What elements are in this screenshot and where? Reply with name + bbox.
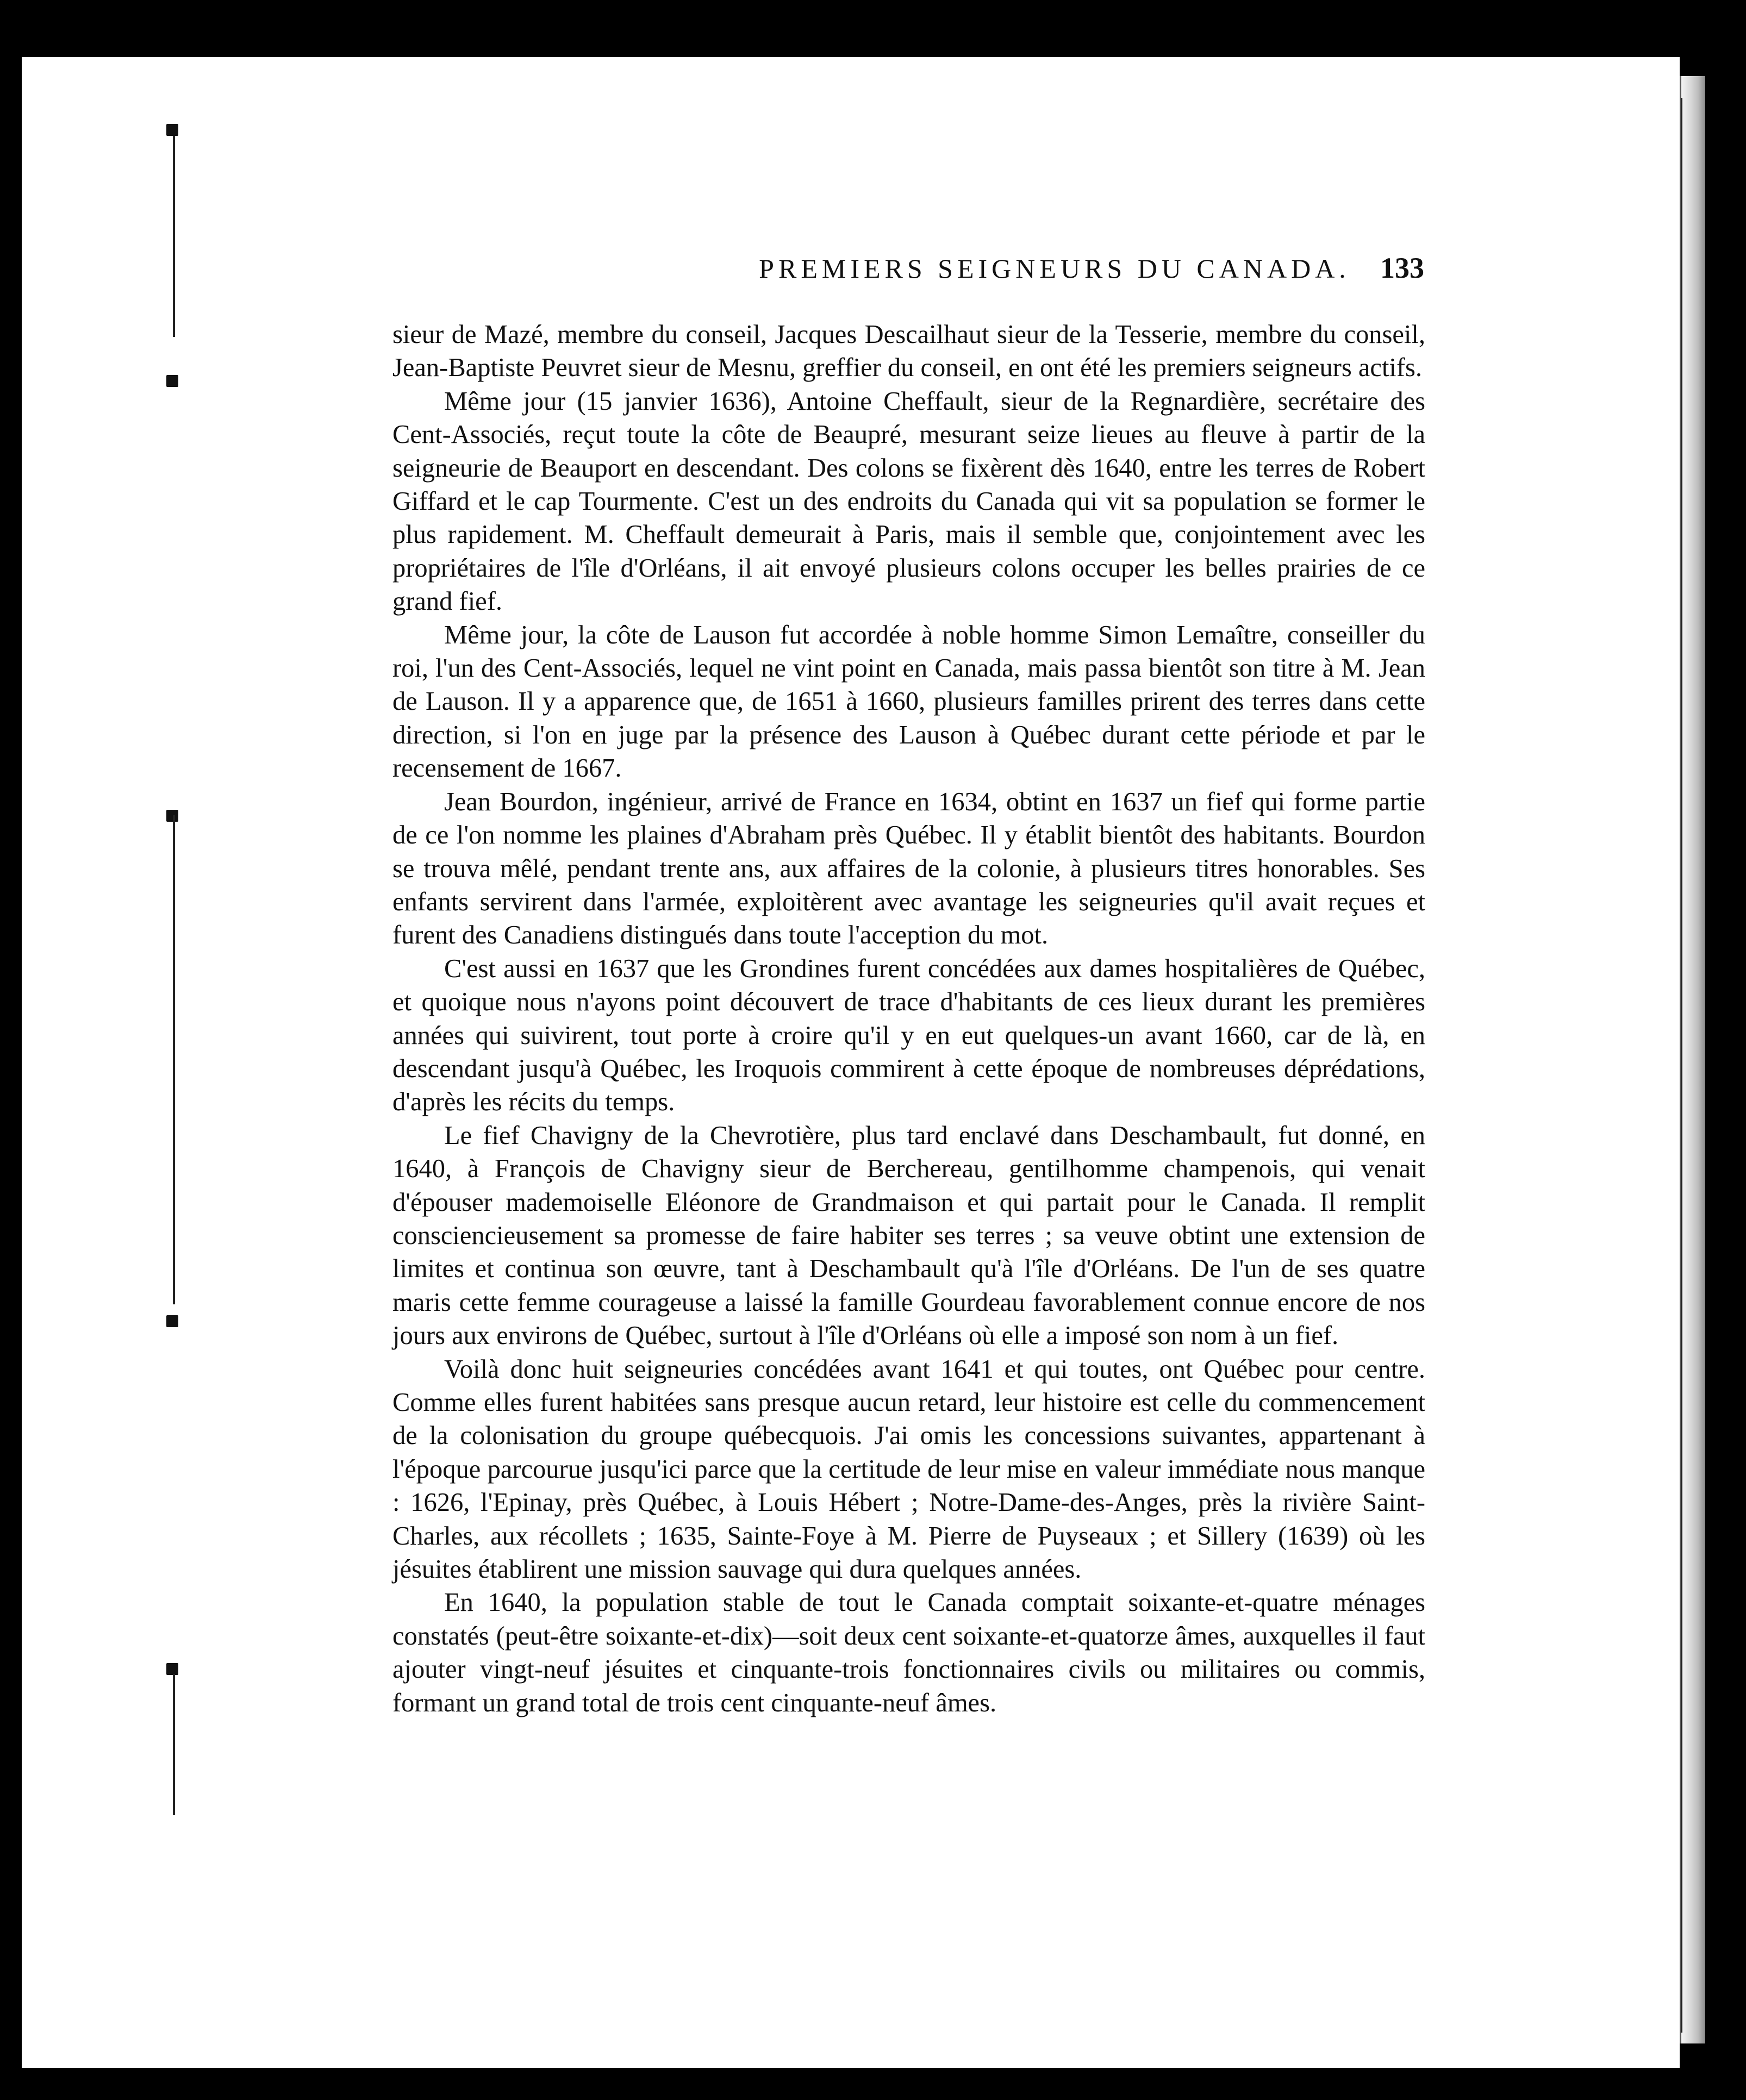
page-number: 133 (1380, 252, 1424, 284)
paragraph: Même jour, la côte de Lauson fut accordée à noble homme Simon Lemaître, conseiller du roi, l'un des Cent-Associés, lequel ne vint point en Canada, mais passa bientôt son titre à M. Jean de Lauson. Il y a apparence que, de 1651 à 1660, plusieurs familles prirent des terres dans cette direction, si l'on en juge par la présence des Lauson à Québec durant cette période et par le recensement de 1667. (392, 620, 1425, 783)
paragraph: C'est aussi en 1637 que les Grondines furent concédées aux dames hospitalières de Québec, et quoique nous n'ayons point découvert de trace d'habitants de ces lieux durant les premières années qui suivirent, tout porte à croire qu'il y en eut quelques-un avant 1660, car de là, en descendant jusqu'à Québec, les Iroquois commirent à cette époque de nombreuses déprédations, d'après les récits du temps. (392, 954, 1425, 1117)
running-head-title: PREMIERS SEIGNEURS DU CANADA. (759, 253, 1350, 284)
margin-rule-middle (173, 815, 175, 1304)
paragraph: Le fief Chavigny de la Chevrotière, plus tard enclavé dans Deschambault, fut donné, en 1640, à François de Chavigny sieur de Berchereau, gentilhomme champenois, qui venait d'épouser mademoiselle Eléonore de Grandmaison et qui partait pour le Canada. Il remplit consciencieusement sa promesse de faire habiter ses terres ; sa veuve obtint une extension de limites et continua son œuvre, tant à Deschambault qu'à l'île d'Orléans. De l'un de ses quatre maris cette femme courageuse a laissé la famille Gourdeau favorablement connue encore de nos jours aux environs de Québec, surtout à l'île d'Orléans où elle a imposé son nom à un fief. (392, 1121, 1425, 1351)
body-text (392, 318, 1425, 1720)
page-edge-shadow (1680, 76, 1705, 2043)
margin-mark-5 (166, 1663, 178, 1675)
paragraph: Jean Bourdon, ingénieur, arrivé de France en 1634, obtint en 1637 un fief qui forme partie de ce l'on nomme les plaines d'Abraham près Québec. Il y établit bientôt des habitants. Bourdon se trouva mêlé, pendant trente ans, aux affaires de la colonie, à plusieurs titres honorables. Ses enfants servirent dans l'armée, exploitèrent avec avantage les seigneuries qu'il avait reçues et furent des Canadiens distingués dans toute l'acception du mot. (392, 787, 1425, 950)
margin-mark-2 (166, 375, 178, 387)
paragraph: Voilà donc huit seigneuries concédées avant 1641 et qui toutes, ont Québec pour centre. Comme elles furent habitées sans presque aucun retard, leur histoire est celle du commencement de la colonisation du groupe québecquois. J'ai omis les concessions suivantes, appartenant à l'époque parcourue jusqu'ici parce que la certitude de leur mise en valeur immédiate nous manque : 1626, l'Epinay, près Québec, à Louis Hébert ; Notre-Dame-des-Anges, près la rivière Saint-Charles, aux récollets ; 1635, Sainte-Foye à M. Pierre de Puyseaux ; et Sillery (1639) où les jésuites établirent une mission sauvage qui dura quelques années. (392, 1354, 1425, 1584)
page-edge-line (1681, 98, 1682, 2033)
margin-mark-4 (166, 1315, 178, 1327)
margin-rule-bottom (173, 1674, 175, 1815)
paragraph: En 1640, la population stable de tout le Canada comptait soixante-et-quatre ménages constatés (peut-être soixante-et-dix)—soit deux cent soixante-et-quatorze âmes, auxquelles il faut ajouter vingt-neuf jésuites et cinquante-trois fonctionnaires civils ou militaires ou commis, formant un grand total de trois cent cinquante-neuf âmes. (392, 1588, 1425, 1717)
paragraph: Même jour (15 janvier 1636), Antoine Cheffault, sieur de la Regnardière, secrétaire des Cent-Associés, reçut toute la côte de Beaupré, mesurant seize lieues au fleuve à partir de la seigneurie de Beauport en descendant. Des colons se fixèrent dès 1640, entre les terres de Robert Giffard et le cap Tourmente. C'est un des endroits du Canada qui vit sa population se former le plus rapidement. M. Cheffault demeurait à Paris, mais il semble que, conjointement avec les propriétaires de l'île d'Orléans, il ait envoyé plusieurs colons occuper les belles prairies de ce grand fief. (392, 386, 1425, 616)
margin-mark-1 (166, 124, 178, 136)
margin-rule-top (173, 130, 175, 337)
margin-mark-3 (166, 810, 178, 822)
paragraph: sieur de Mazé, membre du conseil, Jacques Descailhaut sieur de la Tesserie, membre du conseil, Jean-Baptiste Peuvret sieur de Mesnu, greffier du conseil, en ont été les premiers seigneurs actifs. (392, 320, 1425, 383)
